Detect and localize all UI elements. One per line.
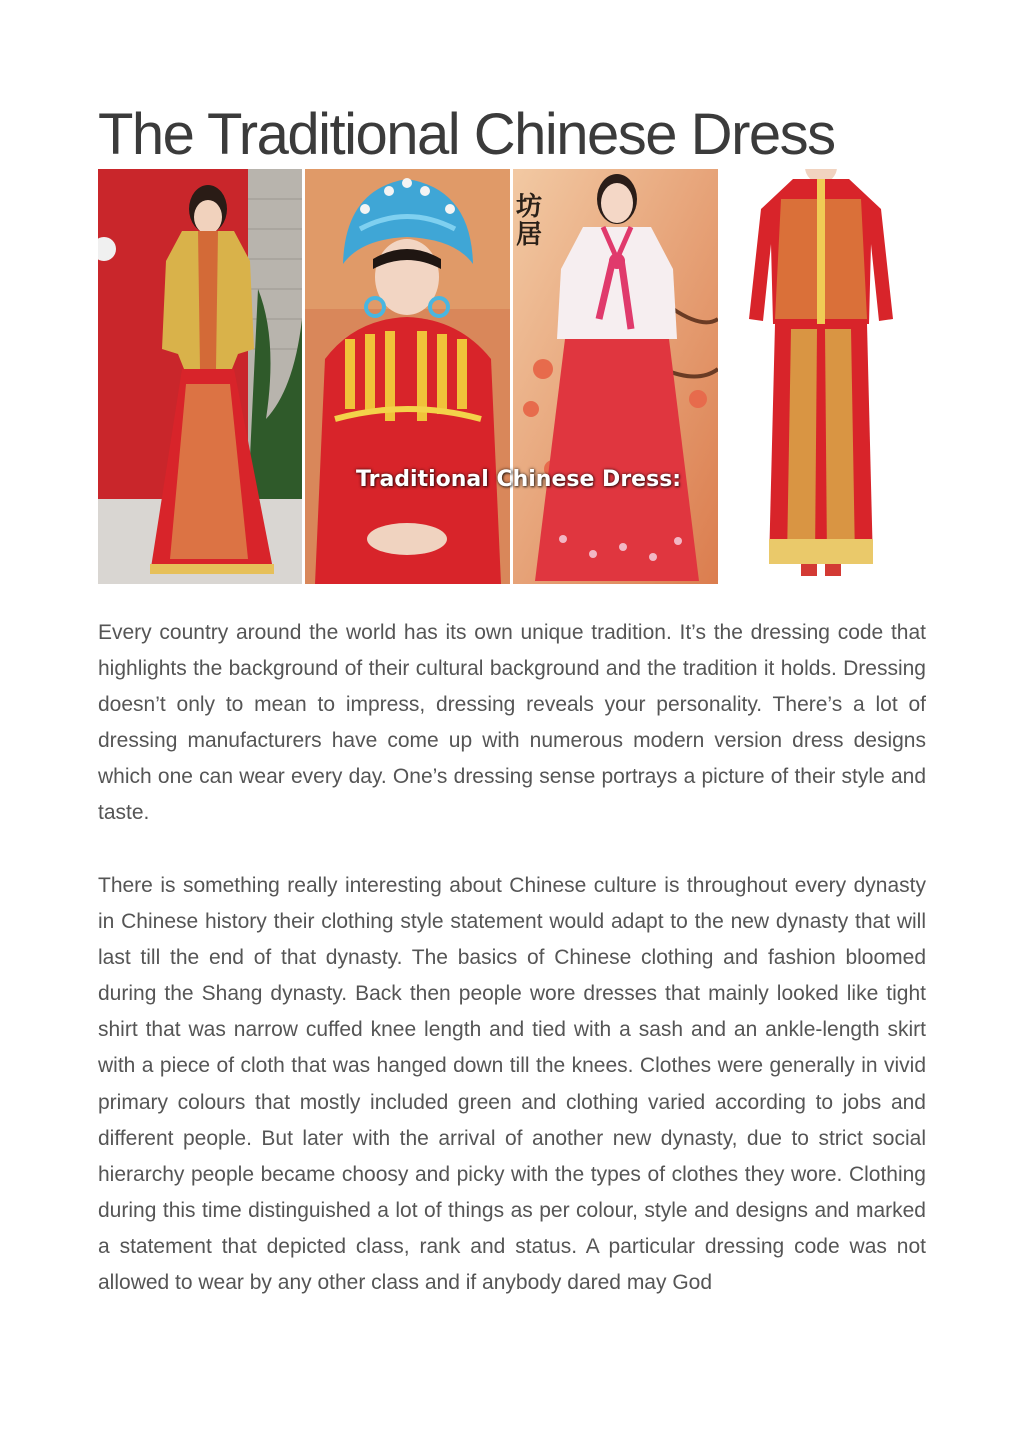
photo-phoenix-crown-bride (305, 169, 510, 584)
photo-red-gold-dress (98, 169, 302, 584)
image-caption: Traditional Chinese Dress: (356, 467, 682, 492)
brand-stamp: 坊居 (516, 192, 543, 250)
paragraph-history: There is something really interesting about Chinese culture is throughout every dynasty in Chinese history their clothing style statement would adapt to the new dynasty that will last till the end of that dynasty. The basics of Chinese clothing and fashion bloomed during the Shang dynasty. Back then people wore dresses that mainly looked like tight shirt that was narrow cuffed knee length and tied with a sash and an ankle-length skirt with a piece of cloth that was hanged down till the knees. Clothes were generally in vivid primary colours that mostly included green and clothing varied according to jobs and different people. But later with the arrival of another new dynasty, due to strict social hierarchy people became choosy and picky with the types of clothes they wore. Clothing during this time distinguished a lot of things as per colour, style and designs and marked a statement that depicted class, rank and status. A particular dressing code was not allowed to wear by any other class and if anybody dared may God (98, 874, 926, 1295)
dress-photo-collage (98, 169, 928, 584)
page-title: The Traditional Chinese Dress (98, 102, 835, 167)
photo-red-gold-qipao (721, 169, 928, 584)
photo-white-blouse-pink-skirt (513, 169, 718, 584)
paragraph-intro: Every country around the world has its own unique tradition. It’s the dressing code that highlights the background of their cultural background and the tradition it holds. Dressing doesn’t only to mean to impress, dressing reveals your personality. There’s a lot of dressing manufacturers have come up with numerous modern version dress designs which one can wear every day. One’s dressing sense portrays a picture of their style and taste. (98, 621, 926, 825)
